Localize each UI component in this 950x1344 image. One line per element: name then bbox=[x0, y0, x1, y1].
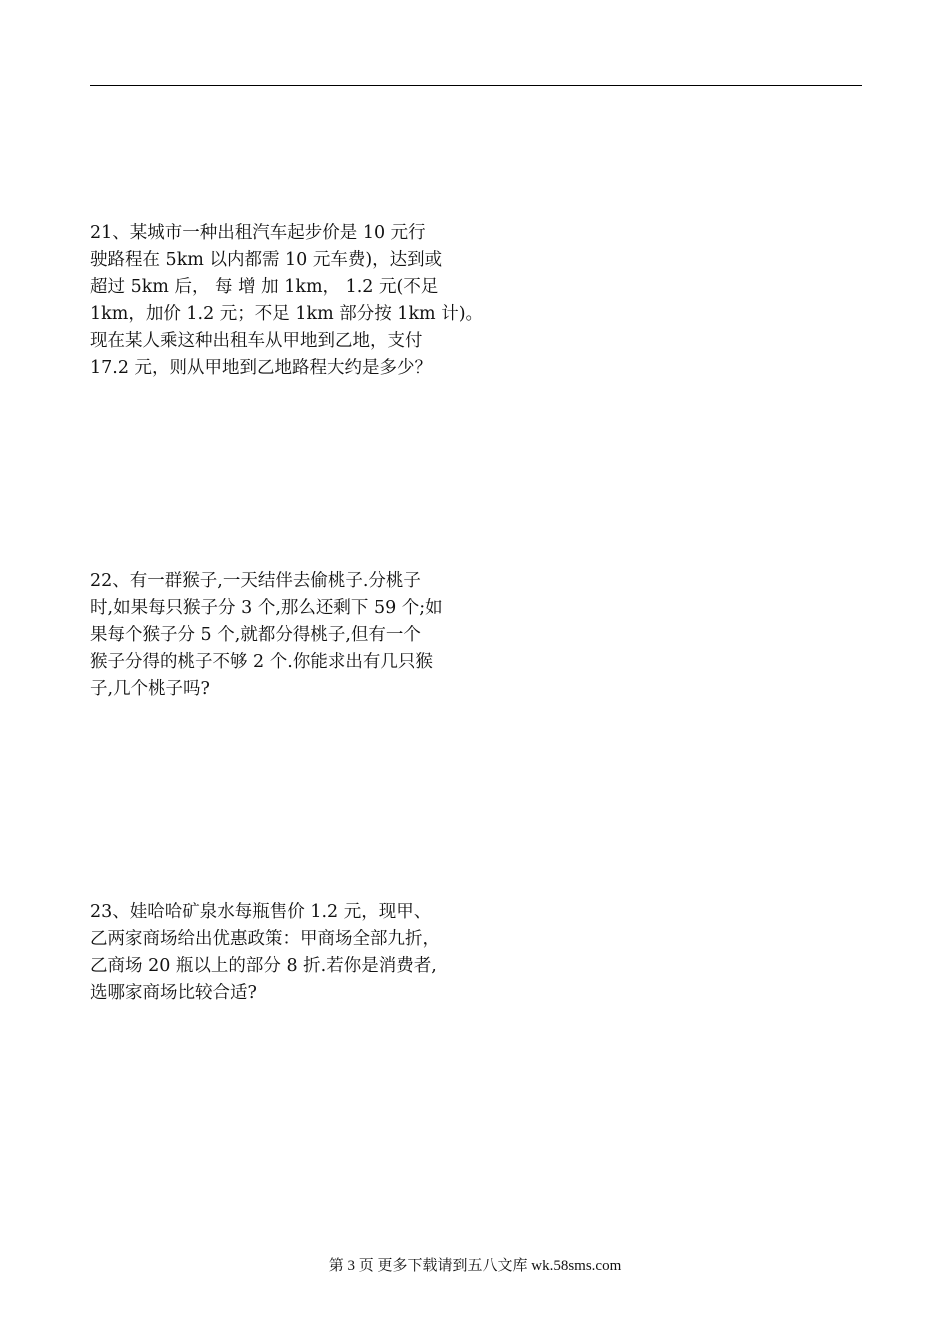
question-line: 超过 5km 后， 每 增 加 1km， 1.2 元(不足 bbox=[90, 277, 439, 297]
question-21 bbox=[90, 220, 484, 382]
question-line: 子,几个桃子吗? bbox=[90, 679, 210, 699]
question-23 bbox=[90, 899, 470, 1007]
page-footer: 第 3 页 更多下载请到五八文库 wk.58sms.com bbox=[328, 1258, 622, 1274]
question-line: 1km，加价 1.2 元；不足 1km 部分按 1km 计)。 bbox=[90, 304, 484, 324]
question-line: 21、某城市一种出租汽车起步价是 10 元行 bbox=[90, 223, 426, 243]
question-line: 乙两家商场给出优惠政策：甲商场全部九折， bbox=[90, 929, 440, 949]
question-line: 选哪家商场比较合适? bbox=[90, 983, 257, 1003]
question-line: 17.2 元，则从甲地到乙地路程大约是多少？ bbox=[90, 358, 433, 378]
question-line: 驶路程在 5km 以内都需 10 元车费)，达到或 bbox=[90, 250, 443, 270]
question-line: 23、娃哈哈矿泉水每瓶售价 1.2 元，现甲、 bbox=[90, 902, 432, 922]
header-rule bbox=[90, 85, 862, 86]
question-line: 现在某人乘这种出租车从甲地到乙地，支付 bbox=[90, 331, 423, 351]
question-line: 果每个猴子分 5 个,就都分得桃子,但有一个 bbox=[90, 625, 421, 645]
question-line: 猴子分得的桃子不够 2 个.你能求出有几只猴 bbox=[90, 652, 433, 672]
question-line: 乙商场 20 瓶以上的部分 8 折.若你是消费者, bbox=[90, 956, 437, 976]
question-line: 时,如果每只猴子分 3 个,那么还剩下 59 个;如 bbox=[90, 598, 443, 618]
question-22 bbox=[90, 568, 470, 703]
question-line: 22、有一群猴子,一天结伴去偷桃子.分桃子 bbox=[90, 571, 421, 591]
